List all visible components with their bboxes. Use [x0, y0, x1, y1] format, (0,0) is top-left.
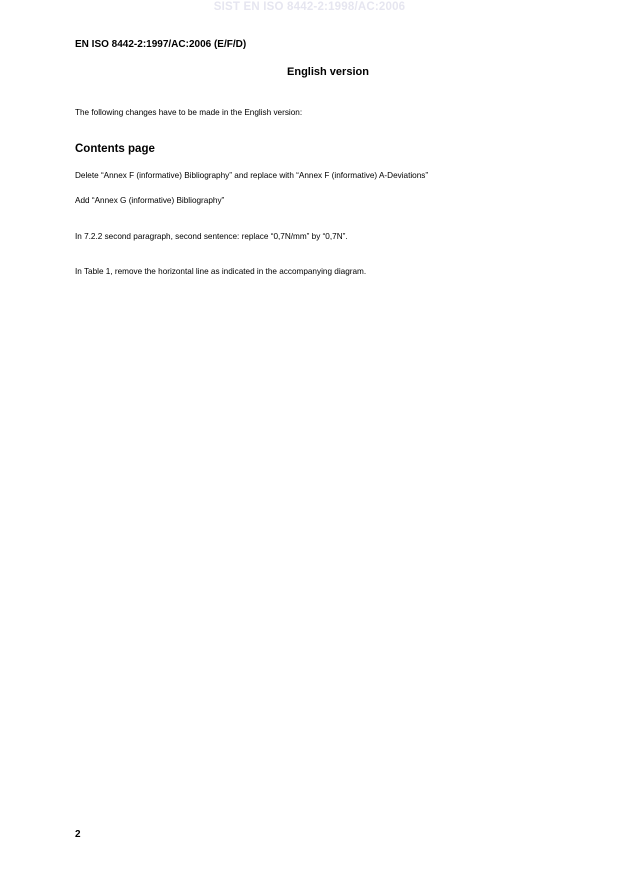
- document-identifier: EN ISO 8442-2:1997/AC:2006 (E/F/D): [75, 39, 247, 50]
- intro-paragraph: The following changes have to be made in the English version:: [75, 108, 303, 117]
- watermark: SIST EN ISO 8442-2:1998/AC:2006: [213, 1, 406, 13]
- contents-delete-line: Delete “Annex F (informative) Bibliography” and replace with “Annex F (informative) A-Deviations”: [75, 171, 429, 180]
- contents-page-heading: Contents page: [75, 143, 155, 155]
- page-number: 2: [75, 829, 81, 840]
- version-title: English version: [287, 66, 369, 78]
- contents-add-line: Add “Annex G (informative) Bibliography”: [75, 196, 225, 205]
- clause-7-2-2-change: In 7.2.2 second paragraph, second sentence: replace “0,7N/mm” by “0,7N”.: [75, 232, 348, 241]
- table-1-change: In Table 1, remove the horizontal line as indicated in the accompanying diagram.: [75, 267, 367, 276]
